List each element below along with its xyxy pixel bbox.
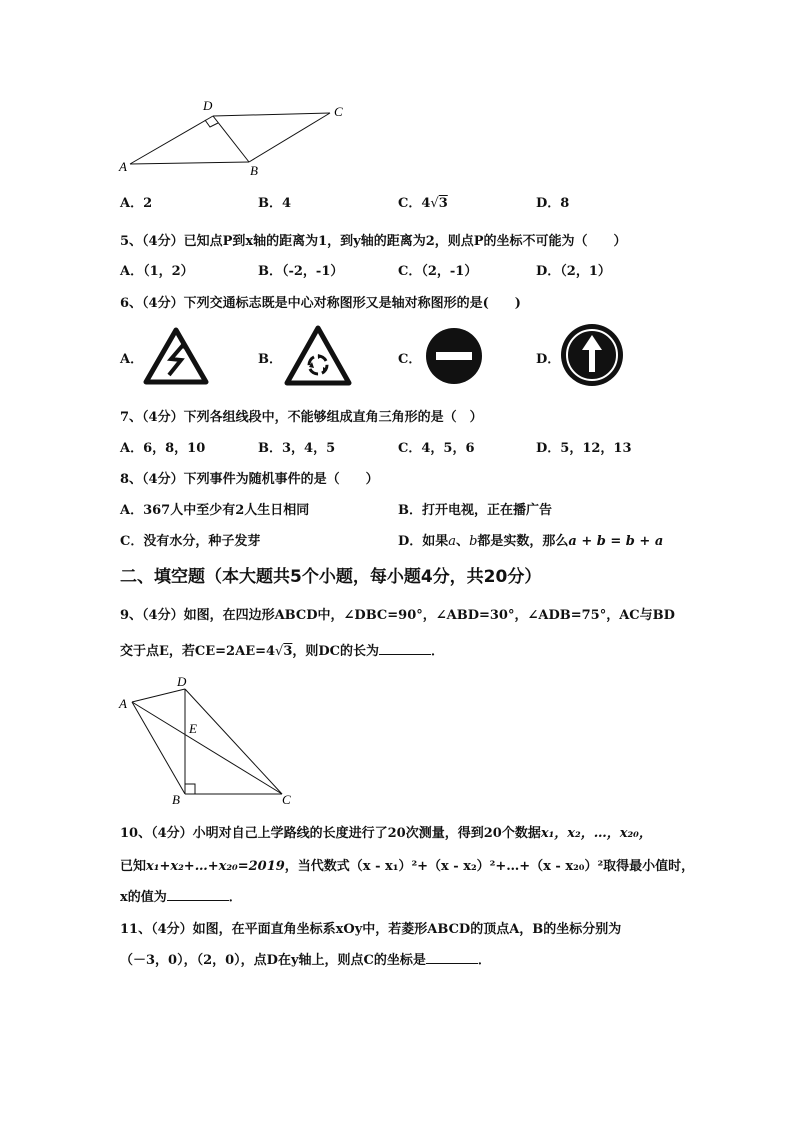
q9-line2-end: ． [431,644,445,659]
q5-option-c: C．（2，-1） [398,264,478,279]
q11-line2-end: ． [477,953,491,968]
q9-line1: 9、（4分）如图，在四边形ABCD中，∠DBC=90°，∠ABD=30°，∠ADB=75°，AC与BD [120,608,675,623]
q10-vars: x₁，x₂，…，x₂₀， [540,826,652,841]
q6-option-c: C． [398,352,422,367]
label-B: B [172,792,180,807]
q5-option-d: D．（2，1） [536,264,611,279]
q10-line2 [120,855,694,874]
q5-option-b: B．（-2，-1） [258,264,344,279]
q4-option-c-prefix: C．4 [398,196,431,211]
q6-option-b: B． [258,352,282,367]
q11-line2 [120,949,491,968]
q11-answer-blank[interactable] [426,951,478,964]
q10-line3-end: ． [228,890,242,905]
q8-option-b: B．打开电视，正在播广告 [398,503,552,518]
q4-option-d: D．8 [536,196,570,211]
q9-radicand: 3 [283,644,293,659]
label-D: D [177,674,187,689]
q10-answer-blank[interactable] [167,888,229,901]
label-A: A [119,159,127,174]
section-heading: 二、填空题（本大题共5个小题，每小题4分，共20分） [120,567,542,587]
q9-line2: 交于点E，若CE=2AE=4√3，则DC的长为 ． [120,644,445,659]
q10-sum: x₁+x₂+…+x₂₀=2019 [146,859,285,874]
q4-option-b: B．4 [258,196,292,211]
q7-option-a: A．6，8，10 [120,441,206,456]
q8-option-d-mid: 都是实数，那么 [477,534,569,549]
q8-option-a: A．367人中至少有2人生日相同 [120,503,310,518]
q8-option-c: C．没有水分，种子发芽 [120,534,261,549]
q10-line3 [120,886,242,905]
label-E: E [189,721,197,736]
q10-line3-prefix: x的值为 [120,890,167,905]
figure-parallelogram [115,96,355,181]
q8-option-d-expr: a + b = b + a [568,534,664,549]
q7-stem: 7、（4分）下列各组线段中，不能够组成直角三角形的是（ ） [120,410,483,425]
q8-stem: 8、（4分）下列事件为随机事件的是（ ） [120,472,379,487]
sign-roundabout-triangle-icon [284,325,352,387]
q6-stem: 6、（4分）下列交通标志既是中心对称图形又是轴对称图形的是( ) [120,296,521,311]
q9-line2-suffix: ，则DC的长为 [292,644,380,659]
label-C: C [282,792,291,807]
q10-line1-prefix: 10、（4分）小明对自己上学路线的长度进行了20次测量，得到20个数据 [120,826,541,841]
q6-option-a: A． [120,352,144,367]
q8-option-d-a: a [448,534,457,549]
q7-option-c: C．4，5，6 [398,441,475,456]
q11-line1: 11、（4分）如图，在平面直角坐标系xOy中，若菱形ABCD的顶点A，B的坐标分别为 [120,922,622,937]
q10-line2-b: ，当代数式（x - x₁）²+（x - x₂）²+…+（x - x₂₀）²取得最小值时， [284,859,695,874]
q8-option-d-prefix: D．如果 [398,534,449,549]
q8-option-d [398,530,663,549]
label-D: D [203,98,213,113]
q10-line2-a: 已知 [120,859,147,874]
q7-option-d: D．5，12，13 [536,441,632,456]
label-C: C [334,104,343,119]
q9-answer-blank[interactable] [379,642,431,655]
q7-option-b: B．3，4，5 [258,441,336,456]
sign-zigzag-triangle-icon [143,327,209,385]
q4-option-a: A．2 [120,196,153,211]
label-A: A [119,696,127,711]
sign-no-entry-icon [424,326,484,386]
sign-straight-ahead-icon [558,322,626,388]
label-B: B [250,163,258,178]
q4-option-c: C．4√3 [398,196,448,211]
q10-line1 [120,822,652,841]
q5-option-a: A．（1，2） [120,264,194,279]
q9-line2-prefix: 交于点E，若CE=2AE=4 [120,644,276,659]
q8-option-d-b: b [469,534,478,549]
q4-option-c-radicand: 3 [438,196,448,211]
q6-option-d: D． [536,352,561,367]
q11-line2-prefix: （－3，0），（2，0），点D在y轴上，则点C的坐标是 [120,953,426,968]
q8-option-d-sep: 、 [456,534,470,549]
q5-stem: 5、（4分）已知点P到x轴的距离为1，到y轴的距离为2，则点P的坐标不可能为（ ） [120,234,627,249]
figure-quadrilateral [115,672,305,807]
